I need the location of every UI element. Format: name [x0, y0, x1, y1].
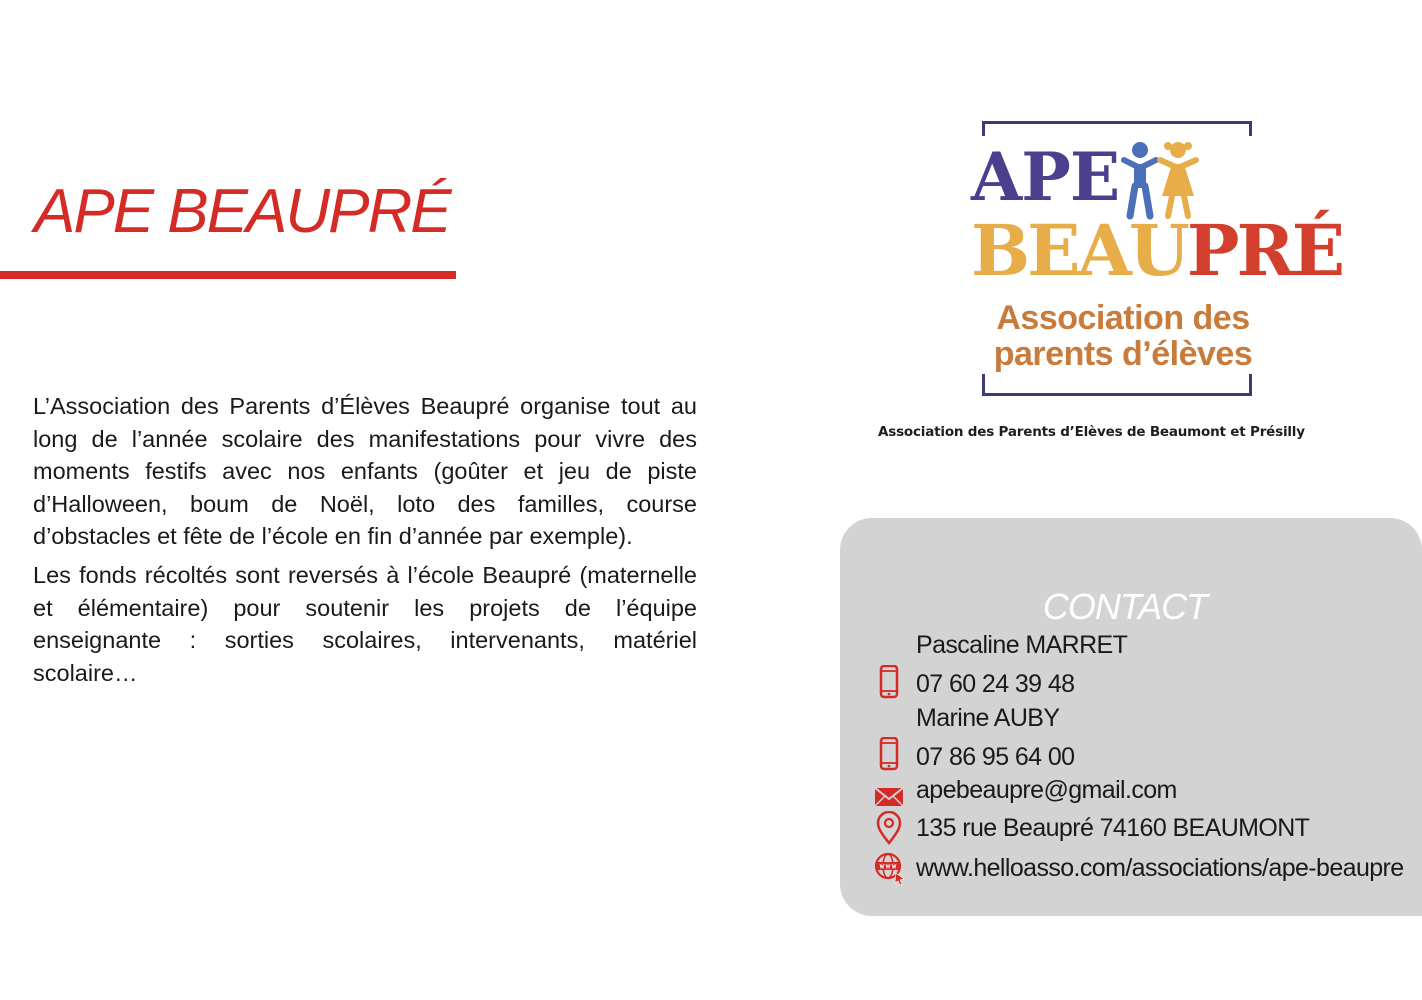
logo-assoc-line2: parents d’élèves: [993, 335, 1253, 373]
phone-icon: [874, 737, 904, 771]
children-icon: [1120, 138, 1220, 220]
logo-caption: Association des Parents d’Elèves de Beaumont et Présilly: [878, 424, 1305, 440]
title-underline: [0, 271, 456, 279]
logo-beau-text: BEAU: [971, 209, 1187, 292]
contact-email[interactable]: apebeaupre@gmail.com: [916, 776, 1177, 804]
description: [33, 390, 697, 695]
email-icon: [874, 779, 904, 813]
logo-pre-text: PRÉ: [1186, 209, 1343, 292]
paragraph-funds: Les fonds récoltés sont reversés à l’école Beaupré (maternelle et élémentaire) pour soutenir les projets de l’équipe enseignante : sorties scolaires, intervenants, matériel scolaire…: [33, 561, 697, 686]
website-globe-icon: [874, 851, 904, 885]
contact-person-2: Marine AUBY: [916, 704, 1060, 732]
contact-address: 135 rue Beaupré 74160 BEAUMONT: [916, 814, 1310, 842]
phone-icon: [874, 665, 904, 699]
logo-beaupre-text: [971, 209, 1343, 292]
logo-ape-text: APE: [971, 138, 1120, 216]
contact-title: CONTACT: [1042, 586, 1208, 627]
paragraph-intro: L’Association des Parents d’Élèves Beaupré organise tout au long de l’année scolaire des manifestations pour vivre des moments festifs avec nos enfants (goûter et jeu de piste d’Halloween, boum de Noël, loto des familles, course d’obstacles et fête de l’école en fin d’année par exemple).: [33, 393, 697, 550]
logo-association-text: [964, 300, 1282, 372]
contact-website[interactable]: www.helloasso.com/associations/ape-beaupre: [916, 854, 1404, 882]
contact-phone-2[interactable]: 07 86 95 64 00: [916, 743, 1075, 771]
contact-person-1: Pascaline MARRET: [916, 631, 1128, 659]
logo-assoc-line1: Association des: [996, 299, 1250, 337]
location-pin-icon: [874, 811, 904, 845]
contact-panel: [840, 518, 1422, 916]
page-title: APE BEAUPRÉ: [34, 177, 450, 246]
ape-logo: [878, 116, 1368, 456]
contact-phone-1[interactable]: 07 60 24 39 48: [916, 670, 1075, 698]
